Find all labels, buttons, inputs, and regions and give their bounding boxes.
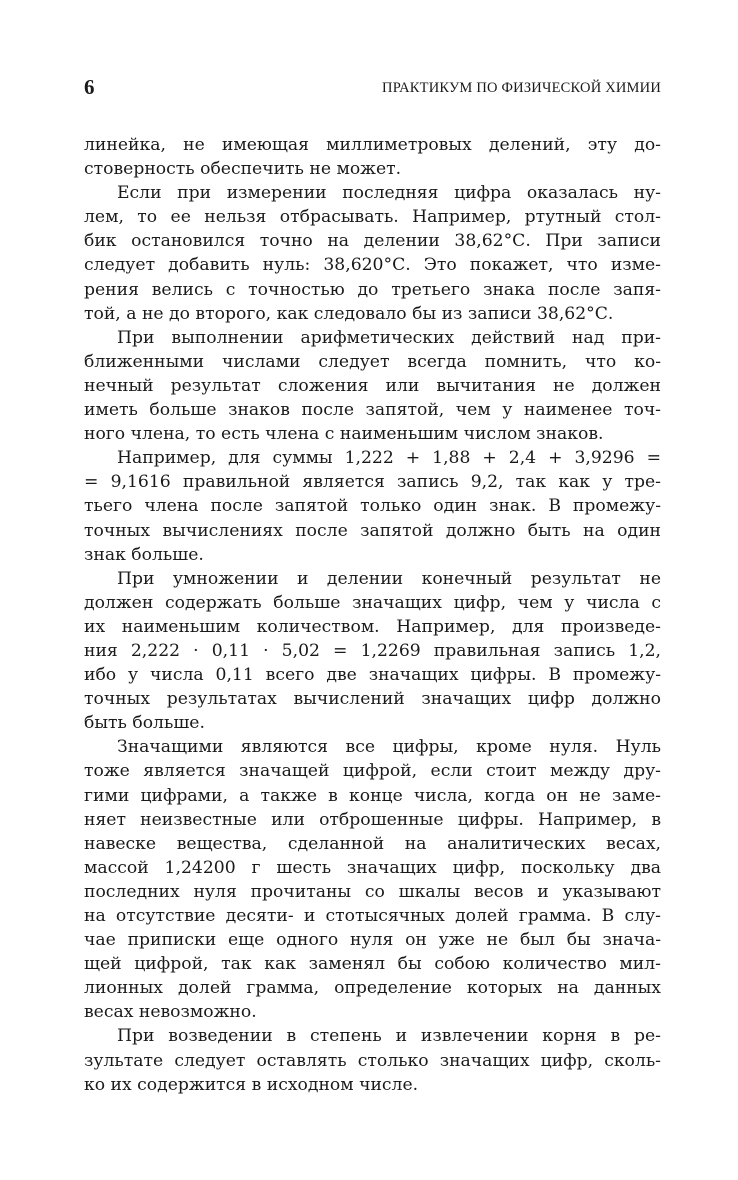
paragraph xyxy=(84,181,661,326)
text-line: ибо у числа 0,11 всего две значащих цифры. В промежу- xyxy=(84,665,661,686)
text-line: стоверность обеспечить не может. xyxy=(84,159,402,180)
text-line: ближенными числами следует всегда помнить, что ко- xyxy=(84,351,661,372)
text-line: Значащими являются все цифры, кроме нуля. Нуль xyxy=(117,737,661,758)
text-line: При возведении в степень и извлечении корня в ре- xyxy=(117,1026,661,1047)
text-line: = 9,1616 правильной является запись 9,2, так как у тре- xyxy=(84,472,661,493)
text-line: массой 1,24200 г шесть значащих цифр, поскольку два xyxy=(84,857,661,878)
body-text xyxy=(84,133,661,1097)
text-line: весах невозможно. xyxy=(84,1002,257,1023)
text-line: лионных долей грамма, определение которых на данных xyxy=(84,978,661,999)
text-line: чае приписки еще одного нуля он уже не был бы знача- xyxy=(84,930,661,951)
text-line: быть больше. xyxy=(84,713,205,734)
text-line: должен содержать больше значащих цифр, чем у числа с xyxy=(84,592,661,613)
text-line: навеске вещества, сделанной на аналитических весах, xyxy=(84,833,661,854)
page-header xyxy=(84,74,661,104)
text-line: лем, то ее нельзя отбрасывать. Например, ртутный стол- xyxy=(84,207,661,228)
text-line: ного члена, то есть члена с наименьшим числом знаков. xyxy=(84,424,604,445)
text-line: тьего члена после запятой только один знак. В промежу- xyxy=(84,496,661,517)
text-line: тоже является значащей цифрой, если стоит между дру- xyxy=(84,761,661,782)
text-line: При выполнении арифметических действий над при- xyxy=(117,327,661,348)
text-line: гими цифрами, а также в конце числа, когда он не заме- xyxy=(84,785,661,806)
text-line: их наименьшим количеством. Например, для произведе- xyxy=(84,616,661,637)
text-line: Например, для суммы 1,222 + 1,88 + 2,4 + 3,9296 = xyxy=(117,448,661,469)
text-line: зультате следует оставлять столько значащих цифр, сколь- xyxy=(84,1050,661,1071)
text-line: точных вычислениях после запятой должно быть на один xyxy=(84,520,661,541)
text-line: Если при измерении последняя цифра оказалась ну- xyxy=(117,183,661,204)
text-line: иметь больше знаков после запятой, чем у наименее точ- xyxy=(84,400,661,421)
text-line: линейка, не имеющая миллиметровых делений, эту до- xyxy=(84,135,661,155)
text-line: той, а не до второго, как следовало бы из записи 38,62°С. xyxy=(84,303,614,324)
paragraph xyxy=(84,446,661,566)
paragraph xyxy=(84,1024,661,1096)
text-line: ния 2,222 · 0,11 · 5,02 = 1,2269 правильная запись 1,2, xyxy=(84,640,661,661)
text-line: няет неизвестные или отброшенные цифры. Например, в xyxy=(84,809,661,830)
paragraph xyxy=(84,133,661,181)
text-line: на отсутствие десяти- и стотысячных долей грамма. В слу- xyxy=(84,906,661,926)
text-line: точных результатах вычислений значащих цифр должно xyxy=(84,689,661,710)
paragraph xyxy=(84,326,661,446)
text-line: щей цифрой, так как заменял бы собою количество мил- xyxy=(84,954,661,975)
page-number: 6 xyxy=(84,75,95,99)
text-line: знак больше. xyxy=(84,544,204,565)
text-line: бик остановился точно на делении 38,62°С. При записи xyxy=(84,231,661,252)
paragraph xyxy=(84,735,661,1024)
paragraph xyxy=(84,567,661,736)
text-line: рения велись с точностью до третьего знака после запя- xyxy=(84,279,661,300)
running-head: ПРАКТИКУМ ПО ФИЗИЧЕСКОЙ ХИМИИ xyxy=(382,80,661,96)
text-line: нечный результат сложения или вычитания не должен xyxy=(84,375,661,396)
text-line: ко их содержится в исходном числе. xyxy=(84,1074,419,1095)
text-line: последних нуля прочитаны со шкалы весов и указывают xyxy=(84,881,661,902)
text-line: При умножении и делении конечный результат не xyxy=(117,568,661,589)
text-line: следует добавить нуль: 38,620°С. Это покажет, что изме- xyxy=(84,255,661,276)
